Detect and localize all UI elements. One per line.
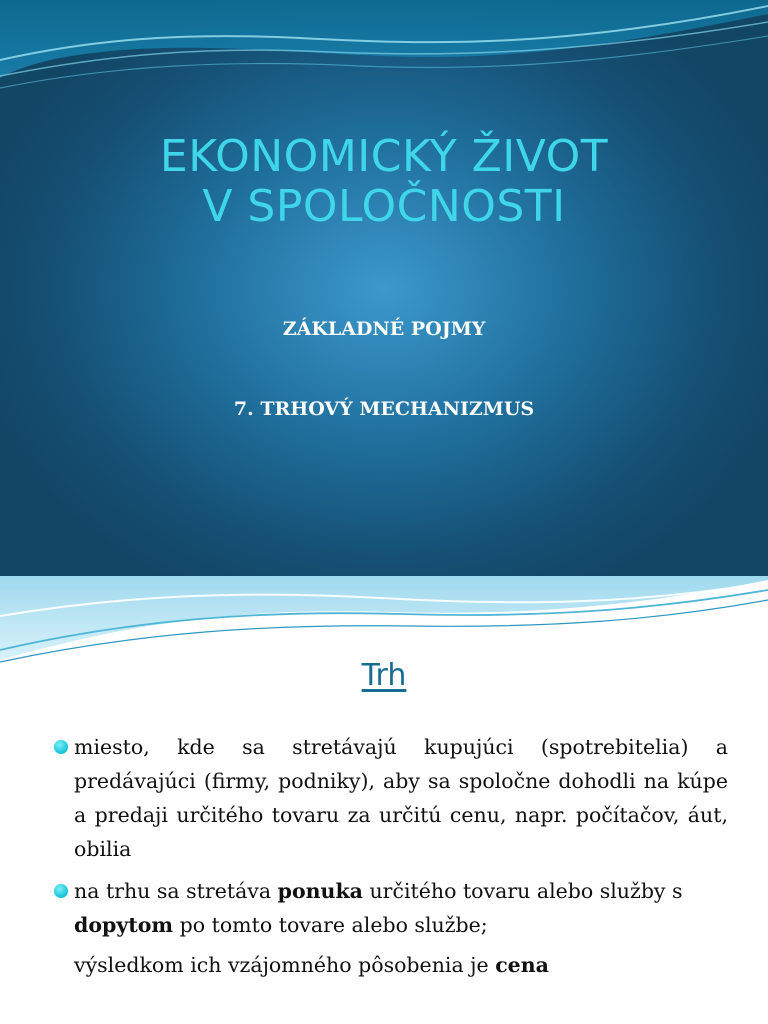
content-slide bbox=[0, 576, 768, 1024]
bold-term-price: cena bbox=[495, 953, 549, 977]
wave-decoration bbox=[0, 576, 768, 666]
bullet-icon bbox=[54, 884, 68, 898]
bullet-text-line bbox=[74, 948, 728, 982]
bullet-icon bbox=[54, 740, 68, 754]
bullet-text: miesto, kde sa stretávajú kupujúci (spotrebitelia) a predávajúci (firmy, podniky), aby sa spoločne dohodli na kúpe a predaji určitého tovaru za určitú cenu, napr. počítačov, áut, obilia bbox=[74, 735, 728, 861]
bold-term-supply: ponuka bbox=[277, 879, 363, 903]
slide-title bbox=[0, 132, 768, 232]
bullet-text-part1: na trhu sa stretáva bbox=[74, 879, 278, 903]
slide-title-line2: V SPOLOČNOSTI bbox=[202, 181, 566, 232]
subtitle-basic-terms: ZÁKLADNÉ POJMY bbox=[282, 318, 486, 340]
bullet-text-part4: výsledkom ich vzájomného pôsobenia je bbox=[74, 953, 496, 977]
bullet-text-part2: určitého tovaru alebo služby s bbox=[362, 879, 683, 903]
bold-term-demand: dopytom bbox=[74, 913, 174, 937]
subtitle-market-mechanism: 7. TRHOVÝ MECHANIZMUS bbox=[233, 398, 535, 420]
list-item bbox=[52, 874, 728, 982]
bullet-text-part3: po tomto tovare alebo službe; bbox=[173, 913, 488, 937]
slide-heading: Trh bbox=[361, 658, 407, 693]
slide-title-line1: EKONOMICKÝ ŽIVOT bbox=[159, 131, 609, 182]
list-item bbox=[52, 730, 728, 866]
wave-decoration bbox=[0, 0, 768, 110]
bullet-list bbox=[52, 730, 728, 982]
